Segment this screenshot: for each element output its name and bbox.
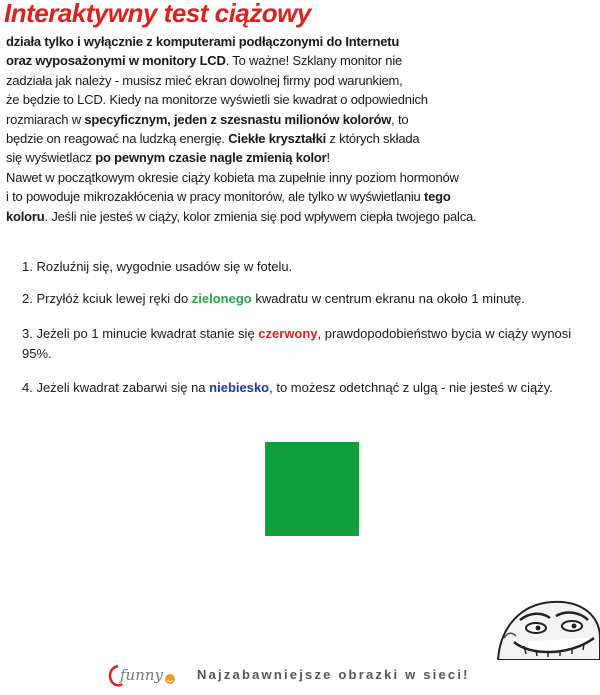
site-logo[interactable]	[106, 662, 176, 688]
instruction-step-3: 3. Jeżeli po 1 minucie kwadrat stanie się czerwony, prawdopodobieństwo bycia w ciąży wynosi 95%.	[22, 326, 572, 361]
footer-tagline: Najzabawniejsze obrazki w sieci!	[197, 667, 470, 682]
intro-line: będzie on reagować na ludzką energię. Ciekłe kryształki z których składa	[6, 131, 420, 147]
intro-line: działa tylko i wyłącznie z komputerami podłączonymi do Internetu	[6, 34, 400, 49]
footer	[0, 656, 600, 695]
logo-text: funny	[120, 666, 164, 684]
intro-line: się wyświetlacz po pewnym czasie nagle zmienią kolor!	[6, 150, 330, 166]
intro-text	[6, 32, 598, 226]
intro-line: Nawet w początkowym okresie ciąży kobieta ma zupełnie inny poziom hormonów	[6, 169, 459, 185]
intro-line: rozmiarach w specyficznym, jeden z szesnastu milionów kolorów, to	[6, 111, 409, 127]
intro-line: oraz wyposażonymi w monitory LCD. To ważne! Szklany monitor nie	[6, 53, 403, 69]
intro-line: zadziała jak należy - musisz mieć ekran dowolnej firmy pod warunkiem,	[6, 72, 403, 88]
smiley-badge-icon	[165, 674, 175, 684]
intro-line: i to powoduje mikrozakłócenia w pracy monitorów, ale tylko w wyświetlaniu tego	[6, 189, 451, 205]
green-test-square[interactable]	[265, 442, 359, 536]
intro-line: koloru. Jeśli nie jesteś w ciąży, kolor zmienia się pod wpływem ciepła twojego palca.	[6, 208, 477, 224]
page-title: Interaktywny test ciążowy	[4, 0, 311, 28]
trollface-icon	[490, 598, 600, 660]
instruction-step-2: 2. Przyłóż kciuk lewej ręki do zielonego kwadratu w centrum ekranu na około 1 minutę.	[22, 291, 525, 306]
instruction-step-1: 1. Rozluźnij się, wygodnie usadów się w fotelu.	[22, 259, 293, 274]
intro-line: że będzie to LCD. Kiedy na monitorze wyświetli sie kwadrat o odpowiednich	[6, 92, 428, 108]
instruction-step-4: 4. Jeżeli kwadrat zabarwi się na niebiesko, to możesz odetchnąć z ulgą - nie jesteś w ciąży.	[22, 380, 553, 395]
